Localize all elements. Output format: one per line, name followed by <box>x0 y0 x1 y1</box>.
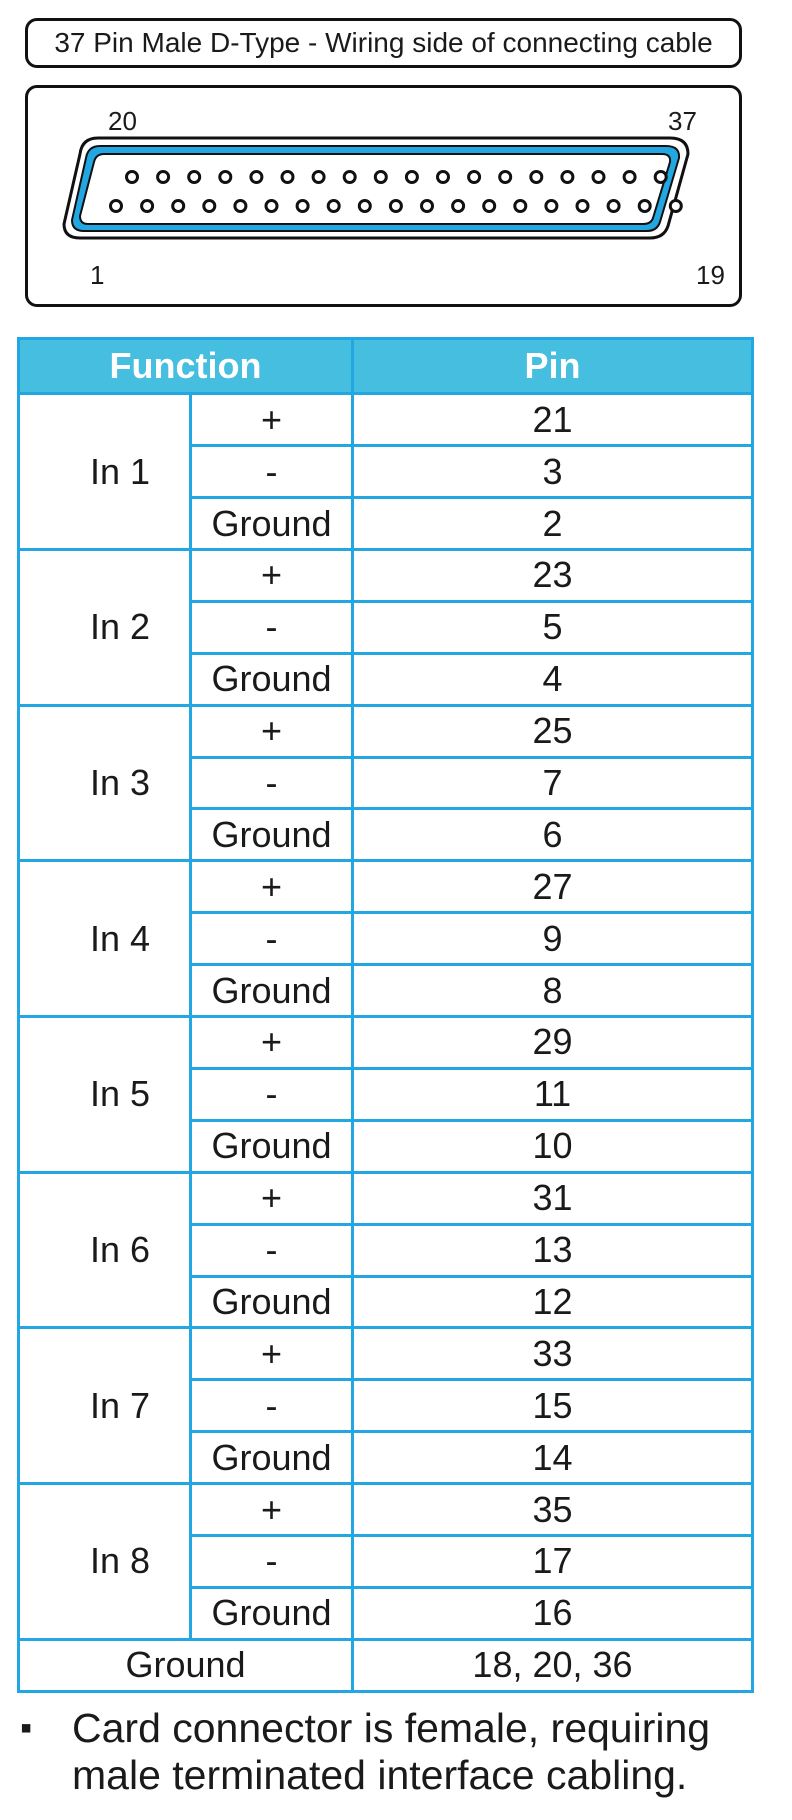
pin-number: 21 <box>353 394 753 446</box>
connector-pin <box>375 172 386 183</box>
connector-pin <box>359 201 370 212</box>
signal-label: Ground <box>191 653 353 705</box>
connector-pin <box>670 201 681 212</box>
pin-label-top-right: 37 <box>668 106 697 136</box>
pin-number: 2 <box>353 498 753 550</box>
input-group-label: In 1 <box>19 394 191 550</box>
signal-label: Ground <box>191 1587 353 1639</box>
signal-label: - <box>191 1224 353 1276</box>
signal-label: + <box>191 1017 353 1069</box>
connector-pin <box>297 201 308 212</box>
connector-pin <box>173 201 184 212</box>
connector-pin <box>500 172 511 183</box>
pin-number: 23 <box>353 550 753 602</box>
pin-number: 10 <box>353 1120 753 1172</box>
connector-pin <box>204 201 215 212</box>
pin-header: Pin <box>353 339 753 394</box>
pin-label-bottom-right: 19 <box>696 260 725 290</box>
table-row <box>19 861 753 913</box>
signal-label: + <box>191 1328 353 1380</box>
signal-label: Ground <box>191 1432 353 1484</box>
pin-number: 6 <box>353 809 753 861</box>
table-row <box>19 1172 753 1224</box>
signal-label: + <box>191 1172 353 1224</box>
signal-label: + <box>191 550 353 602</box>
table-row <box>19 394 753 446</box>
connector-pin <box>158 172 169 183</box>
connector-pin <box>531 172 542 183</box>
connector-pin <box>111 201 122 212</box>
function-header: Function <box>19 339 353 394</box>
table-row <box>19 705 753 757</box>
input-group-label: In 7 <box>19 1328 191 1484</box>
d-sub-connector-icon <box>28 88 739 304</box>
signal-label: Ground <box>191 965 353 1017</box>
pin-label-top-left: 20 <box>108 106 137 136</box>
connector-pin <box>593 172 604 183</box>
connector-pin <box>189 172 200 183</box>
signal-label: + <box>191 1484 353 1536</box>
pin-number: 16 <box>353 1587 753 1639</box>
note-text: Card connector is female, requiring male terminated interface cabling. <box>72 1705 711 1798</box>
signal-label: Ground <box>191 1276 353 1328</box>
table-row <box>19 1484 753 1536</box>
connector-pin <box>624 172 635 183</box>
input-group-label: In 5 <box>19 1017 191 1173</box>
pin-number: 29 <box>353 1017 753 1069</box>
pin-number: 9 <box>353 913 753 965</box>
table-row <box>19 550 753 602</box>
pin-number: 12 <box>353 1276 753 1328</box>
signal-label: - <box>191 1535 353 1587</box>
input-group-label: In 8 <box>19 1484 191 1640</box>
pin-number: 35 <box>353 1484 753 1536</box>
signal-label: + <box>191 861 353 913</box>
connector-pin <box>390 201 401 212</box>
pin-number: 31 <box>353 1172 753 1224</box>
connector-pin <box>127 172 138 183</box>
input-group-label: In 3 <box>19 705 191 861</box>
connector-diagram <box>25 85 742 307</box>
pin-number: 25 <box>353 705 753 757</box>
signal-label: Ground <box>191 498 353 550</box>
connector-pin <box>453 201 464 212</box>
connector-pin <box>484 201 495 212</box>
pin-number: 33 <box>353 1328 753 1380</box>
input-group-label: In 4 <box>19 861 191 1017</box>
signal-label: Ground <box>191 1120 353 1172</box>
connector-pin <box>251 172 262 183</box>
input-group-label: In 2 <box>19 550 191 706</box>
connector-pin <box>235 201 246 212</box>
connector-title: 37 Pin Male D-Type - Wiring side of connecting cable <box>25 18 742 68</box>
pin-number: 15 <box>353 1380 753 1432</box>
signal-label: - <box>191 913 353 965</box>
connector-pin <box>282 172 293 183</box>
pin-number: 4 <box>353 653 753 705</box>
connector-pin <box>469 172 480 183</box>
ground-footer-pins: 18, 20, 36 <box>353 1639 753 1691</box>
pin-label-bottom-left: 1 <box>90 260 105 290</box>
signal-label: - <box>191 446 353 498</box>
connector-pin <box>515 201 526 212</box>
pin-number: 17 <box>353 1535 753 1587</box>
connector-pin <box>562 172 573 183</box>
connector-pin <box>608 201 619 212</box>
ground-footer-row <box>19 1639 753 1691</box>
pin-number: 8 <box>353 965 753 1017</box>
connector-pin <box>344 172 355 183</box>
connector-pin <box>313 172 324 183</box>
connector-pin <box>142 201 153 212</box>
pin-number: 13 <box>353 1224 753 1276</box>
connector-pin <box>406 172 417 183</box>
pin-number: 3 <box>353 446 753 498</box>
signal-label: - <box>191 1068 353 1120</box>
pinout-table <box>17 337 754 1693</box>
signal-label: + <box>191 705 353 757</box>
connector-pin <box>220 172 231 183</box>
connector-pin <box>266 201 277 212</box>
connector-pin <box>422 201 433 212</box>
pin-number: 5 <box>353 601 753 653</box>
signal-label: + <box>191 394 353 446</box>
signal-label: Ground <box>191 809 353 861</box>
table-row <box>19 1328 753 1380</box>
pin-number: 11 <box>353 1068 753 1120</box>
pin-number: 27 <box>353 861 753 913</box>
input-group-label: In 6 <box>19 1172 191 1328</box>
connector-pin <box>577 201 588 212</box>
connector-pin <box>438 172 449 183</box>
connector-pin <box>328 201 339 212</box>
signal-label: - <box>191 1380 353 1432</box>
ground-footer-label: Ground <box>19 1639 353 1691</box>
connector-pin <box>655 172 666 183</box>
bullet-icon: ▪ <box>20 1709 33 1747</box>
signal-label: - <box>191 601 353 653</box>
table-row <box>19 1017 753 1069</box>
pin-number: 14 <box>353 1432 753 1484</box>
signal-label: - <box>191 757 353 809</box>
pin-number: 7 <box>353 757 753 809</box>
connector-pin <box>546 201 557 212</box>
connector-pin <box>639 201 650 212</box>
table-header-row <box>19 339 753 394</box>
